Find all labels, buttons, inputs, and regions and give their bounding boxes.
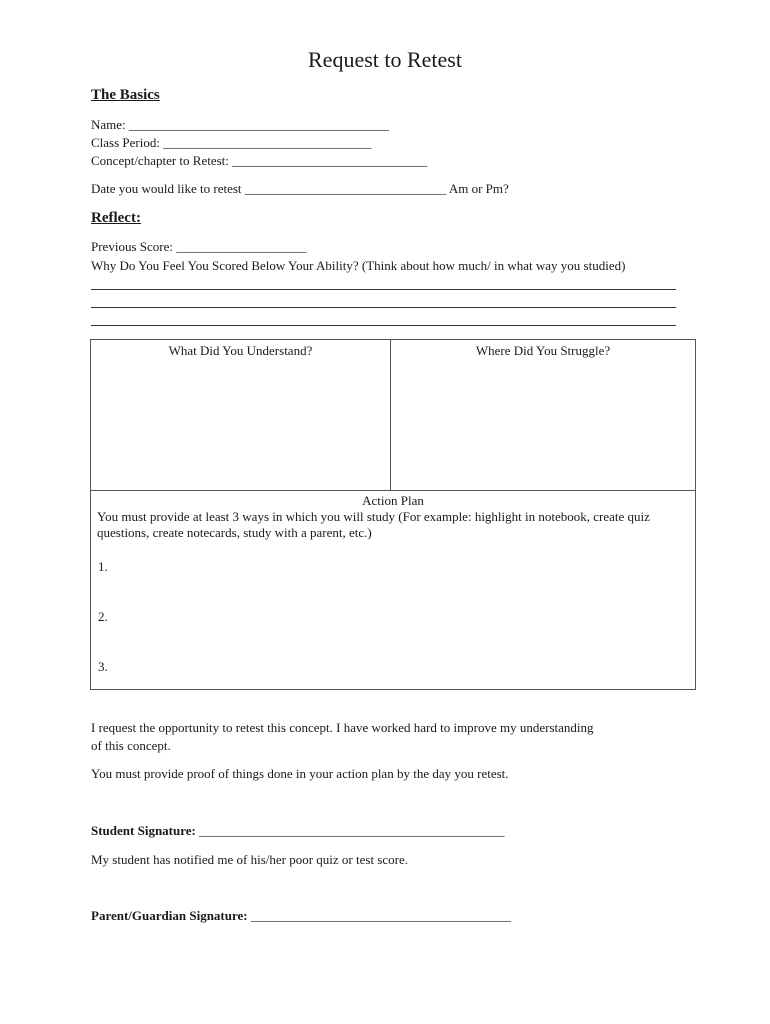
action-plan-title: Action Plan <box>362 493 424 508</box>
action-item-2[interactable]: 2. <box>98 609 108 624</box>
statement-line-2: of this concept. <box>91 738 171 753</box>
action-plan-instructions: You must provide at least 3 ways in which you will study (For example: highlight in notebook, create quiz questions, create notecards, study with a parent, etc.) <box>97 509 650 540</box>
page-title: Request to Retest <box>308 47 462 72</box>
table-divider <box>91 490 695 491</box>
answer-line[interactable] <box>91 307 676 308</box>
table-divider <box>390 340 391 490</box>
section-heading-reflect: Reflect: <box>91 210 141 226</box>
retest-date-field[interactable]: Date you would like to retest _______________________________ Am or Pm? <box>91 181 509 196</box>
class-period-field[interactable]: Class Period: ________________________________ <box>91 135 372 150</box>
student-signature-label: Student Signature: <box>91 823 196 838</box>
parent-signature-label: Parent/Guardian Signature: <box>91 908 248 923</box>
action-item-3[interactable]: 3. <box>98 659 108 674</box>
proof-note: You must provide proof of things done in your action plan by the day you retest. <box>91 766 509 781</box>
struggle-header: Where Did You Struggle? <box>475 343 611 358</box>
previous-score-field[interactable]: Previous Score: ____________________ <box>91 239 307 254</box>
action-item-1[interactable]: 1. <box>98 559 108 574</box>
student-signature-row[interactable] <box>91 823 505 839</box>
concept-field[interactable]: Concept/chapter to Retest: ______________________________ <box>91 153 428 168</box>
answer-line[interactable] <box>91 325 676 326</box>
section-heading-basics: The Basics <box>91 87 160 103</box>
notified-text: My student has notified me of his/her poor quiz or test score. <box>91 852 408 867</box>
student-signature-line[interactable]: _______________________________________________ <box>195 823 505 838</box>
why-question: Why Do You Feel You Scored Below Your Ability? (Think about how much/ in what way you studied) <box>91 258 626 273</box>
parent-signature-line[interactable]: ________________________________________ <box>247 908 511 923</box>
parent-signature-row[interactable] <box>91 908 511 924</box>
reflection-table <box>90 339 696 690</box>
name-field[interactable]: Name: ________________________________________ <box>91 117 389 132</box>
understand-header: What Did You Understand? <box>168 343 313 358</box>
answer-line[interactable] <box>91 289 676 290</box>
statement-line-1: I request the opportunity to retest this concept. I have worked hard to improve my understanding <box>91 720 594 735</box>
